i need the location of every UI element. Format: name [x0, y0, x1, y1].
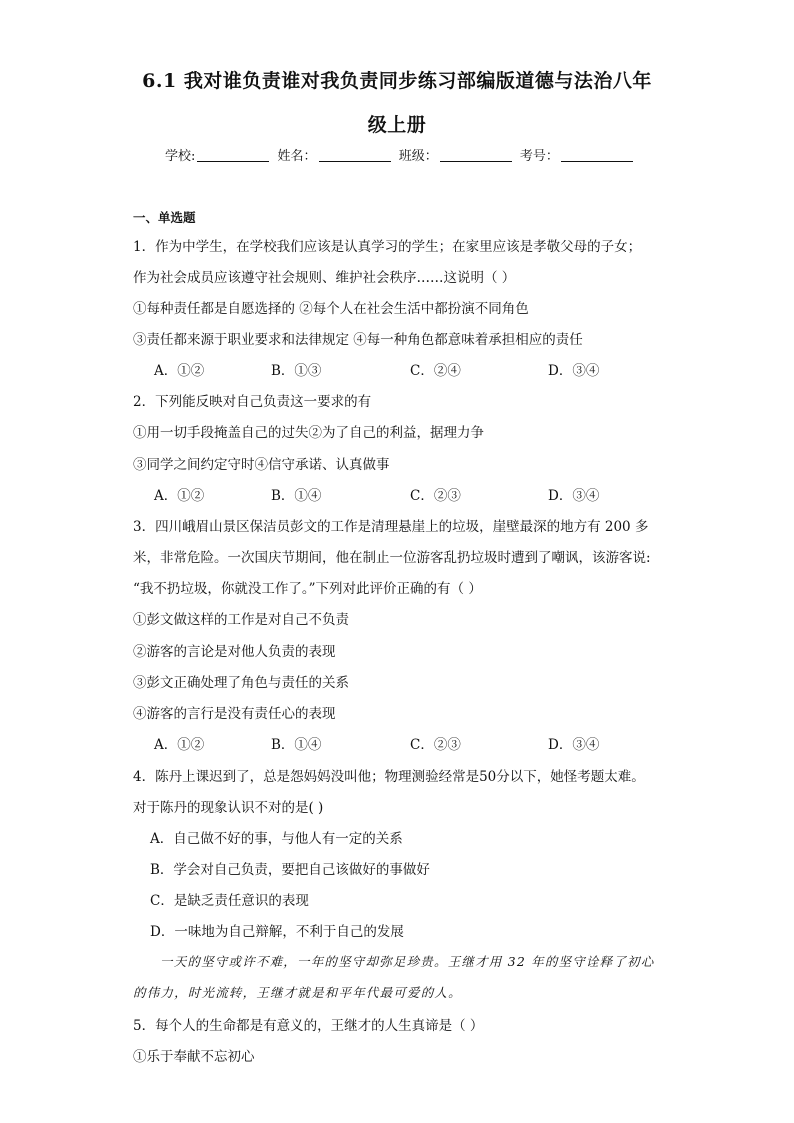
- q3-stem-line-2: 米，非常危险。一次国庆节期间，他在制止一位游客乱扔垃圾时遭到了嘲讽，该游客说:: [133, 550, 651, 566]
- class-label: 班级：: [398, 149, 438, 164]
- school-blank: [197, 148, 269, 162]
- q4-stem-line-1: 4．陈丹上课迟到了，总是怨妈妈没叫他；物理测验经常是50分以下，她怪考题太难。: [133, 769, 645, 785]
- school-label: 学校:: [165, 149, 196, 164]
- q1-stem-line-1: 1．作为中学生，在学校我们应该是认真学习的学生；在家里应该是孝敬父母的子女；: [133, 239, 642, 255]
- q2-statement-2: ③同学之间约定守时④信守承诺、认真做事: [133, 457, 390, 473]
- q4-option-d: D．一味地为自己辩解，不利于自己的发展: [150, 924, 404, 940]
- title-line-2: 级上册: [367, 114, 427, 136]
- title-line-1: 6.1 我对谁负责谁对我负责同步练习部编版道德与法治八年: [142, 70, 652, 92]
- name-blank: [319, 148, 391, 162]
- q2-option-a: A．①②: [154, 488, 205, 504]
- q4-option-a: A．自己做不好的事，与他人有一定的关系: [150, 831, 403, 847]
- q1-statement-1: ①每种责任都是自愿选择的 ②每个人在社会生活中都扮演不同角色: [133, 301, 529, 317]
- id-blank: [561, 148, 633, 162]
- q3-option-a: A．①②: [154, 737, 205, 753]
- q3-statement-4: ④游客的言行是没有责任心的表现: [133, 706, 336, 722]
- q3-statement-1: ①彭文做这样的工作是对自己不负责: [133, 612, 349, 628]
- q3-statement-3: ③彭文正确处理了角色与责任的关系: [133, 675, 349, 691]
- section-heading: 一、单选题: [133, 210, 196, 225]
- q4-option-c: C．是缺乏责任意识的表现: [150, 893, 309, 909]
- q2-statement-1: ①用一切手段掩盖自己的过失②为了自己的利益，据理力争: [133, 425, 484, 441]
- q3-option-c: C．②③: [410, 737, 461, 753]
- q4-stem-line-2: 对于陈丹的现象认识不对的是( ): [133, 800, 324, 816]
- q1-option-b: B．①③: [271, 363, 322, 379]
- student-info-row: [165, 145, 637, 164]
- q2-option-b: B．①④: [271, 488, 322, 504]
- class-blank: [440, 148, 512, 162]
- q3-stem-line-3: “我不扔垃圾，你就没工作了。”下列对此评价正确的有（ ）: [133, 581, 482, 597]
- q1-option-a: A．①②: [154, 363, 205, 379]
- q4-option-b: B．学会对自己负责，要把自己该做好的事做好: [150, 862, 430, 878]
- id-label: 考号：: [519, 149, 559, 164]
- q2-option-c: C．②③: [410, 488, 461, 504]
- q2-option-d: D．③④: [548, 488, 600, 504]
- q2-stem-line-1: 2．下列能反映对自己负责这一要求的有: [133, 394, 372, 410]
- q3-option-d: D．③④: [548, 737, 600, 753]
- q1-statement-2: ③责任都来源于职业要求和法律规定 ④每一种角色都意味着承担相应的责任: [133, 332, 583, 348]
- material-line-2: 的伟力，时光流转，王继才就是和平年代最可爱的人。: [133, 985, 462, 1000]
- q1-stem-line-2: 作为社会成员应该遵守社会规则、维护社会秩序……这说明（ ）: [133, 270, 516, 286]
- q3-option-b: B．①④: [271, 737, 322, 753]
- name-label: 姓名：: [277, 149, 317, 164]
- q5-stem-line-1: 5．每个人的生命都是有意义的，王继才的人生真谛是（ ）: [133, 1018, 484, 1034]
- material-line-1: 一天的坚守或许不难，一年的坚守却弥足珍贵。王继才用 32 年的坚守诠释了初心: [160, 954, 655, 969]
- q5-statement-1: ①乐于奉献不忘初心: [133, 1049, 255, 1065]
- q1-option-c: C．②④: [410, 363, 461, 379]
- q1-option-d: D．③④: [548, 363, 600, 379]
- q3-statement-2: ②游客的言论是对他人负责的表现: [133, 644, 336, 660]
- q3-stem-line-1: 3．四川峨眉山景区保洁员彭文的工作是清理悬崖上的垃圾，崖壁最深的地方有 200 多: [133, 519, 649, 535]
